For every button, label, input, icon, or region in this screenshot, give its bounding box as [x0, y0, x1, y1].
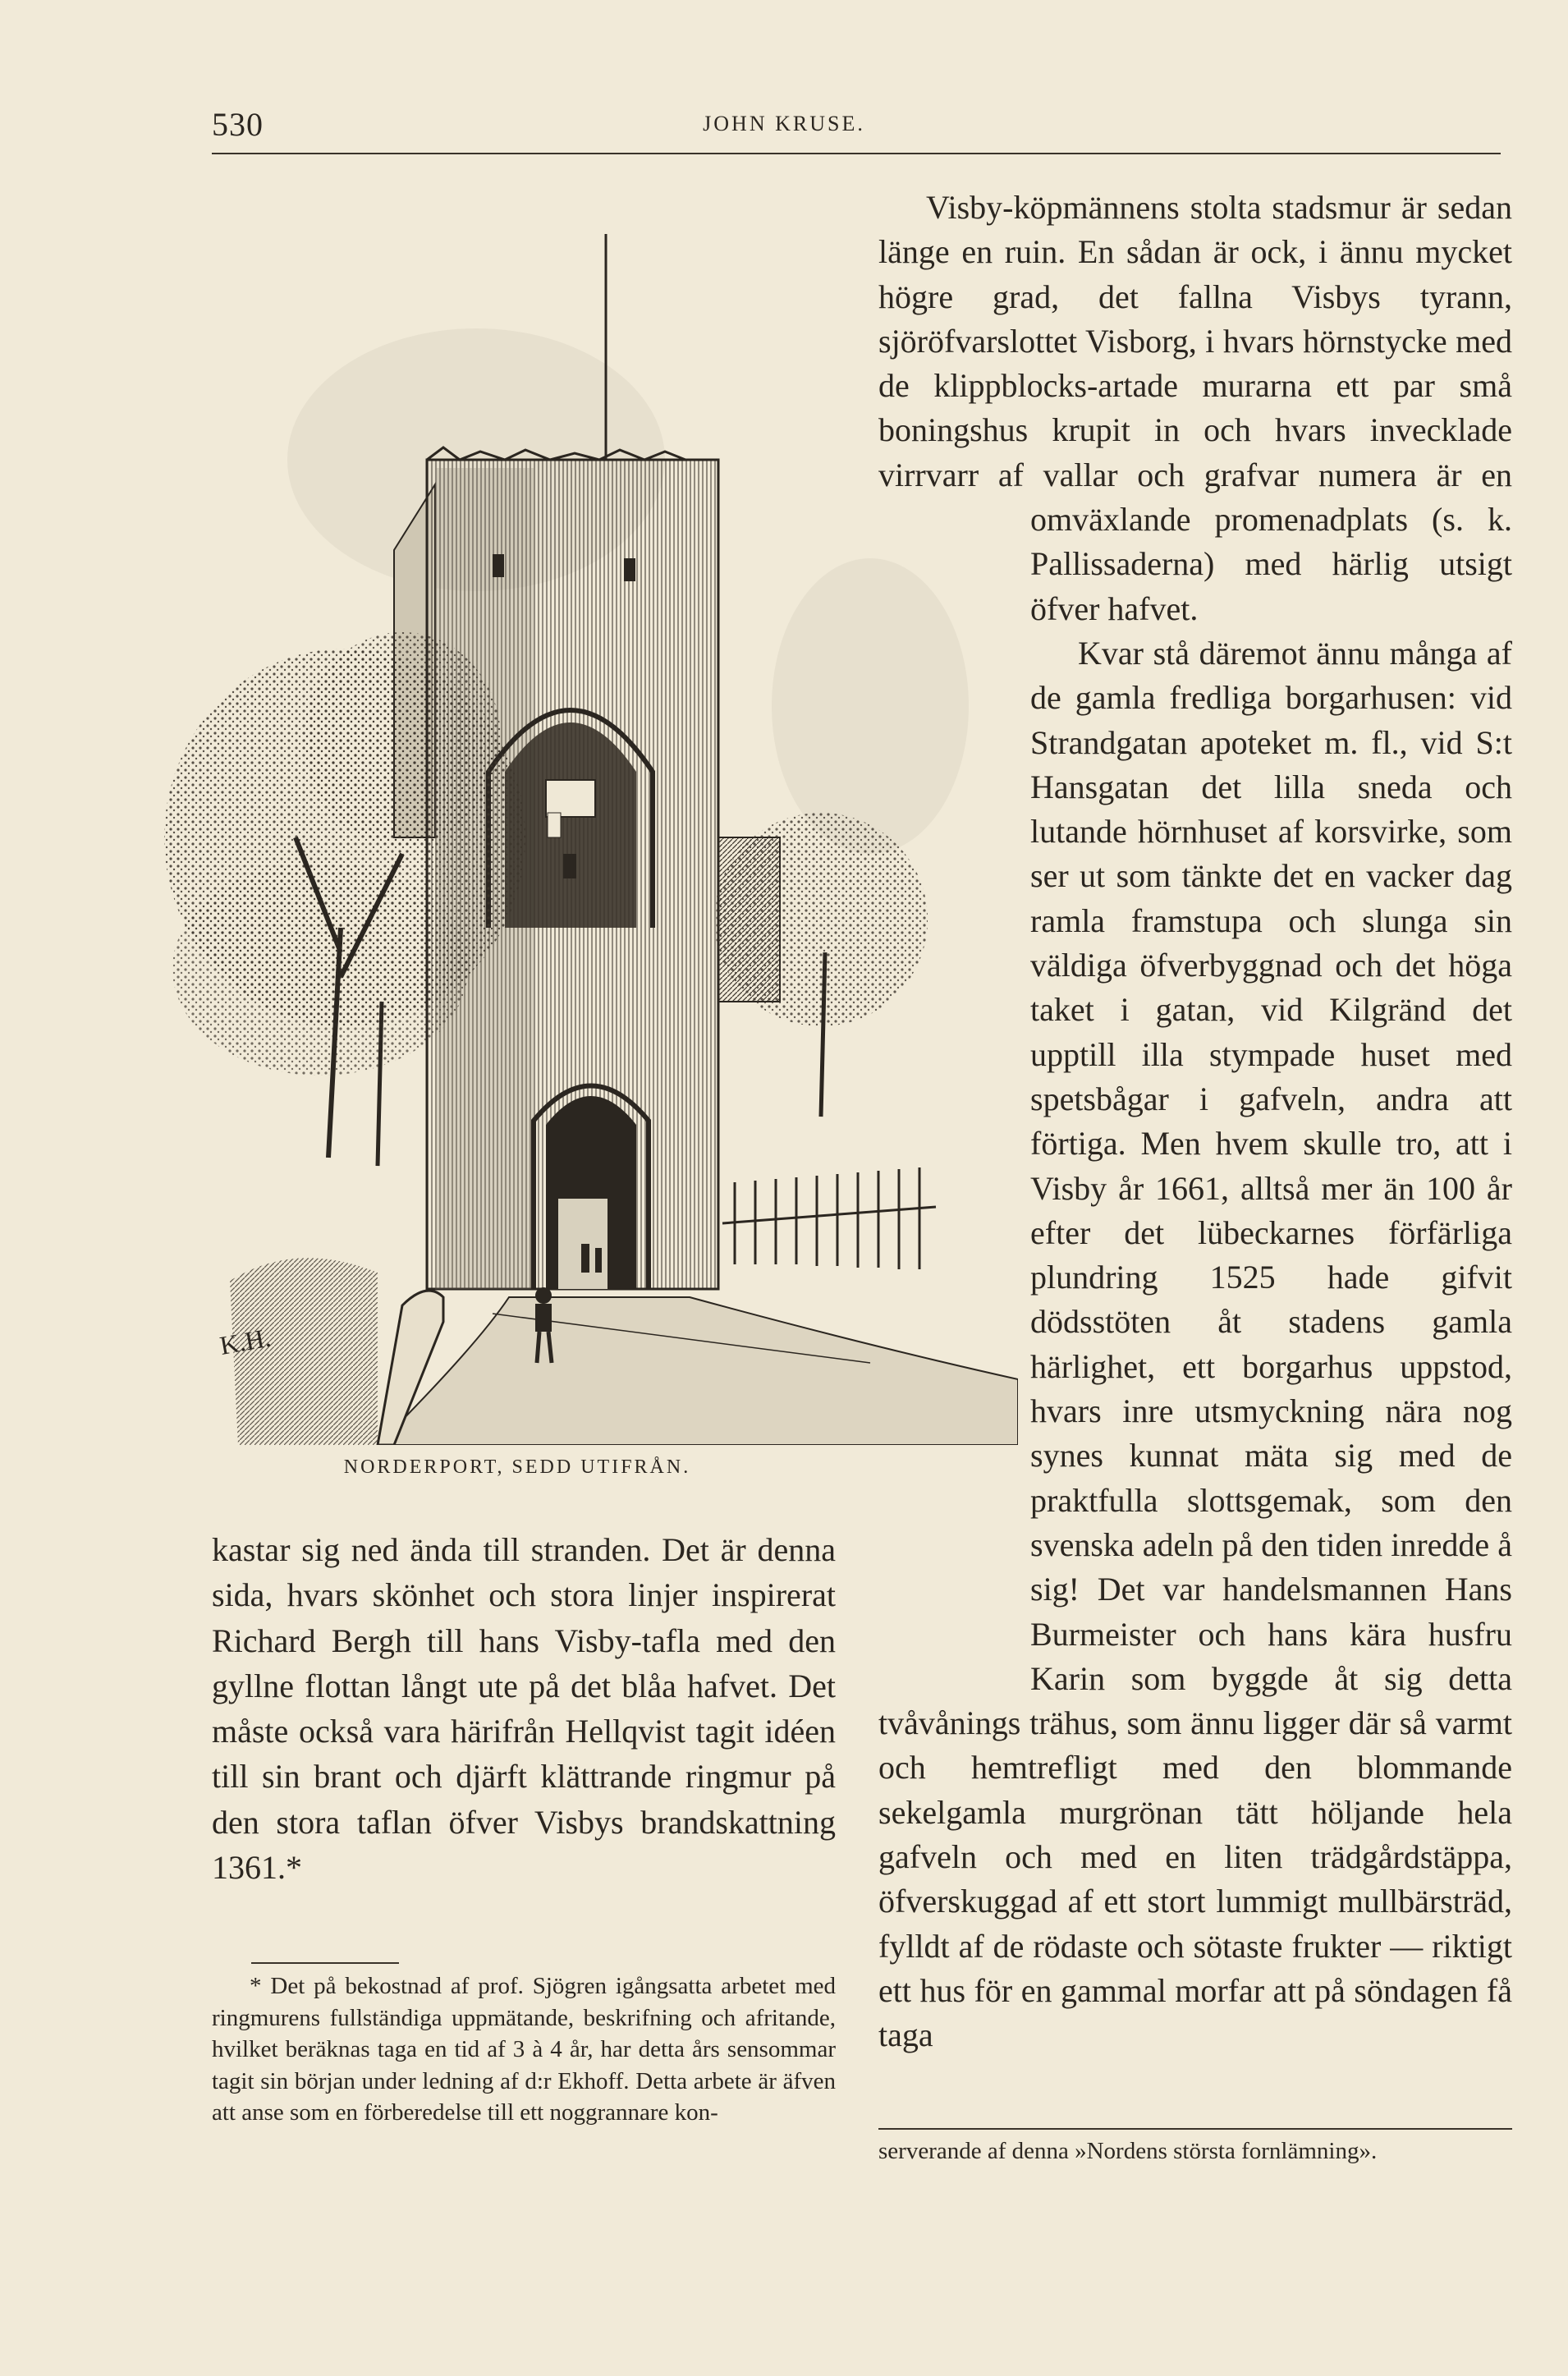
running-head: JOHN KRUSE. [703, 112, 865, 135]
left-footnote [212, 1970, 836, 2129]
artist-signature: K.H. [217, 1322, 273, 1360]
paragraph: kastar sig ned ända till stranden. Det är denna sida, hvars skönhet och stora linjer inspirerat Richard Bergh till hans Visby-tafla med den gyllne flottan långt ute på det blåa hafvet. Det måste också vara härifrån Hellqvist tagit idéen till sin brant och djärft klättrande ringmur på den stora taflan öfver Visbys brandskattning 1361.* [212, 1531, 836, 1887]
footnote-text: serverande af denna »Nordens största fornlämning». [878, 2138, 1378, 2164]
right-text-column [878, 186, 1512, 2057]
page-number: 530 [212, 106, 264, 143]
paragraph: Kvar stå däremot ännu många af de gamla fredliga borgarhusen: vid Strandgatan apoteket m. fl., vid S:t Hansgatan det lilla sneda och lutande hörnhuset af korsvirke, som ser ut som tänkte det en vacker dag ramla framstupa och slunga sin väldiga öfverbyggnad och det höga taket i gatan, vid Kilgränd det upptill illa stympade huset med spetsbågar i gafveln, andra att förtiga. Men hvem skulle tro, att i Visby år 1661, alltså mer än 100 år efter det lübeckarnes förfärliga plundring 1525 hade gifvit dödsstöten åt stadens gamla härlighet, ett borgarhus uppstod, hvars inre utsmyckning nära nog synes kunnat mäta sig med de praktfulla slottsgemak, som den svenska adeln på den tiden inredde å sig! Det var handelsmannen Hans Burmeister och hans kära husfru Karin som byggde åt sig detta tvåvånings trähus, som ännu ligger där så varmt och hemtrefligt med den blommande sekelgamla murgrönan tätt höljande hela gafveln och med en liten trädgårdstäppa, öfverskuggad af ett stort lummigt mullbärsträd, fylldt af de rödaste och sötaste frukter — riktigt ett hus för en gammal morfar att på söndagen få taga [878, 634, 1512, 2054]
left-text-column [212, 1527, 836, 1890]
header-rule [212, 153, 1501, 154]
footnote-rule [251, 1962, 399, 1964]
right-footnote [878, 2135, 1512, 2167]
illustration-caption: NORDERPORT, SEDD UTIFRÅN. [343, 1456, 691, 1478]
footnote-text: * Det på bekostnad af prof. Sjögren igångsatta arbetet med ringmurens fullständiga uppmätande, beskrifning och afritande, hvilket beräknas taga en tid af 3 à 4 år, har detta års sensommar tagit sin början under ledning af d:r Ekhoff. Detta arbete är äfven att anse som en förberedelse till ett noggrannare kon- [212, 1973, 836, 2126]
paragraph: Visby-köpmännens stolta stadsmur är sedan länge en ruin. En sådan är ock, i ännu mycket högre grad, det fallna Visbys tyrann, sjöröfvarslottet Visborg, i hvars hörnstycke med de klippblocks-artade murarna ett par små boningshus krupit in och hvars invecklade virrvarr af vallar och grafvar numera är en omväxlande promenadplats (s. k. Pallissaderna) med härlig utsigt öfver hafvet. [878, 189, 1512, 627]
footnote-rule [878, 2128, 1512, 2130]
